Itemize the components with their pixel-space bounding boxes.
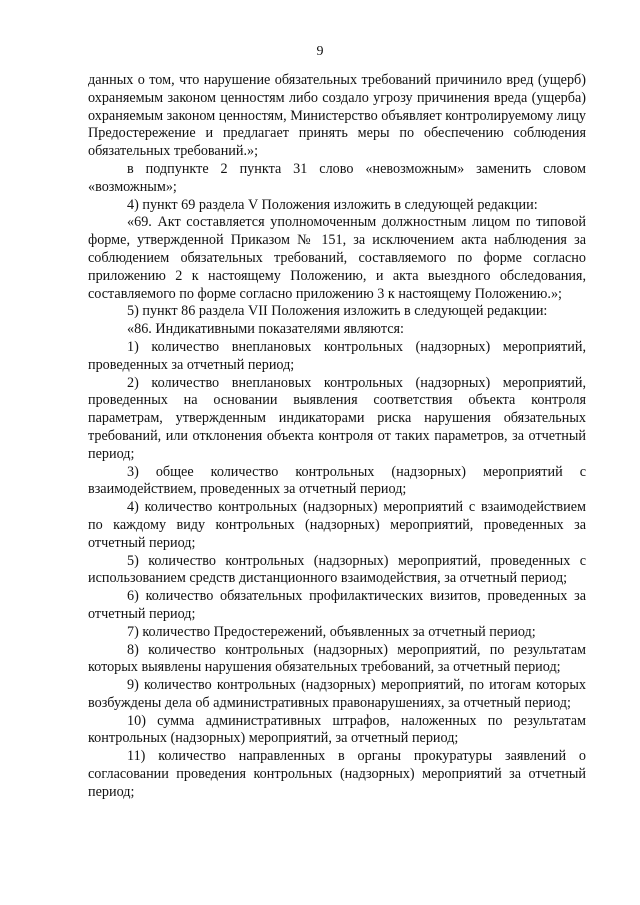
paragraph: 5) пункт 86 раздела VII Положения изложить в следующей редакции: [127, 303, 548, 320]
paragraph: 3) общее количество контрольных (надзорных) мероприятий с взаимодействием, проведенных за отчетный период; [88, 463, 586, 498]
paragraph: 7) количество Предостережений, объявленных за отчетный период; [127, 623, 536, 640]
paragraph: 4) пункт 69 раздела V Положения изложить в следующей редакции: [127, 196, 538, 213]
document-body [88, 72, 586, 802]
paragraph: «86. Индикативными показателями являются: [127, 321, 404, 338]
paragraph: в подпункте 2 пункта 31 слово «невозможным» заменить словом «возможным»; [88, 160, 586, 195]
paragraph: 4) количество контрольных (надзорных) мероприятий с взаимодействием по каждому виду контрольных (надзорных) мероприятий, проведенных за отчетный период; [88, 499, 586, 551]
page-number: 9 [316, 44, 324, 59]
paragraph: 9) количество контрольных (надзорных) мероприятий, по итогам которых возбуждены дела об административных правонарушениях, за отчетный период; [88, 677, 586, 711]
paragraph: данных о том, что нарушение обязательных требований причинило вред (ущерб) охраняемым законом ценностям либо создало угрозу причинения вреда (ущерба) охраняемым законом ценностям, Министерство объявляет контролируемому лицу Предостережение и предлагает принять меры по обеспечению соблюдения обязательных требований.»; [88, 72, 587, 160]
paragraph: 6) количество обязательных профилактических визитов, проведенных за отчетный период; [88, 588, 586, 622]
paragraph: 2) количество внеплановых контрольных (надзорных) мероприятий, проведенных на основании выявления соответствия объекта контроля параметрам, утвержденным индикаторами риска нарушения обязательных требований, или отклонения объекта контроля от таких параметров, за отчетный период; [88, 374, 586, 462]
paragraph: 8) количество контрольных (надзорных) мероприятий, по результатам которых выявлены нарушения обязательных требований, за отчетный период; [88, 641, 586, 676]
paragraph: 11) количество направленных в органы прокуратуры заявлений о согласовании проведения контрольных (надзорных) мероприятий за отчетный период; [88, 748, 586, 800]
paragraph: «69. Акт составляется уполномоченным должностным лицом по типовой форме, утвержденной Приказом № 151, за исключением акта наблюдения за соблюдением обязательных требований, составляемого по форме согласно приложению 2 к настоящему Положению, и акта выездного обследования, составляемого по форме согласно приложению 3 к настоящему Положению.»; [88, 214, 586, 302]
paragraph: 1) количество внеплановых контрольных (надзорных) мероприятий, проведенных за отчетный период; [88, 338, 586, 373]
paragraph: 10) сумма административных штрафов, наложенных по результатам контрольных (надзорных) мероприятий, за отчетный период; [88, 712, 586, 747]
paragraph: 5) количество контрольных (надзорных) мероприятий, проведенных с использованием средств дистанционного взаимодействия, за отчетный период; [88, 552, 586, 587]
